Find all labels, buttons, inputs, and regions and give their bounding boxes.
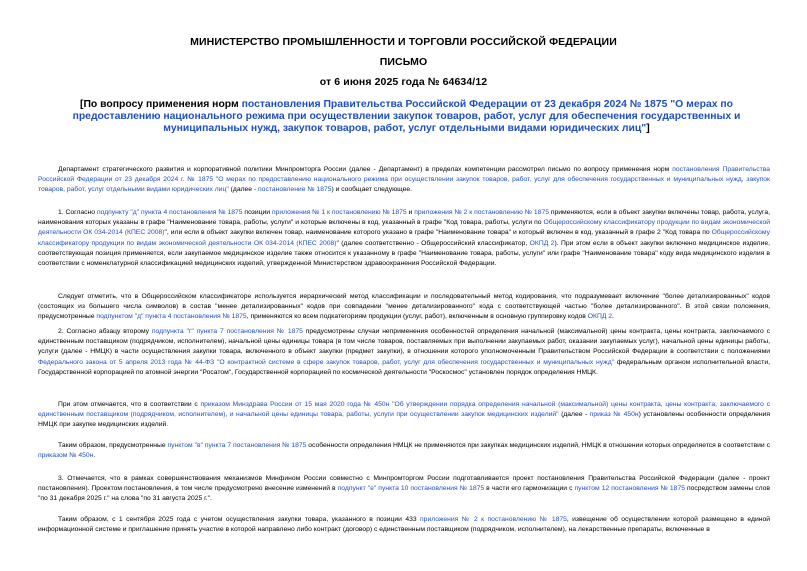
paragraph-text: 1. Согласно (58, 209, 97, 216)
document-link[interactable]: ОКПД 2 (587, 313, 613, 321)
paragraph-text: . (93, 452, 96, 460)
document-link[interactable]: приложения № 1 к постановлению № 1875 (271, 209, 407, 216)
paragraph-text: При этом отмечается, что в соответствии с (58, 401, 201, 408)
paragraph-text: (далее - (558, 411, 590, 419)
document-link[interactable]: приказ № 450н (589, 411, 639, 419)
document-link[interactable]: Общероссийскому классификатору продукции по видам экономической деятельности ОК 034-2014 (КПЕС 2008) (38, 219, 770, 237)
paragraph-text: позиции (242, 209, 272, 216)
paragraph-intro (38, 165, 770, 196)
document-link[interactable]: подпунктом "д" пункта 4 постановления № 1875 (96, 313, 247, 321)
paragraph-text: " (далее соответственно - Общероссийский классификатор, (336, 239, 530, 247)
paragraph-text: предусмотрены случаи неприменения особенностей определения начальной (максимальной) цены контракта, цены контракта, заключаемого с единственным поставщиком (подрядчиком, исполнителем), начальной цены единицы товара (в том числе товаров, поставляемых при выполнении закупаемых работ, оказании закупаемых услуг), начальной цены единицы работы, услуги (далее - НМЦК) в части осуществления закупки товара, включенного в объект закупки (предмет закупки), в отношении которого уполномоченным Правительством Российской Федерации в соответствии с положениями (38, 328, 770, 356)
paragraph-text: в части его гармонизации с (484, 485, 575, 493)
paragraph-text: ) и сообщает следующее. (331, 186, 413, 194)
paragraph-text: 2. Согласно абзацу второму (58, 328, 152, 335)
paragraph-1 (38, 208, 770, 269)
document-type: ПИСЬМО (379, 56, 428, 68)
document-link[interactable]: Федерального закона от 5 апреля 2013 года № 44-ФЗ "О контрактной системе в сфере закупок товаров, работ, услуг для обеспечения государственных и муниципальных нужд" (38, 358, 615, 366)
paragraph-text: Таким образом, предусмотренные (58, 442, 168, 449)
title-prefix: [По вопросу применения норм (79, 99, 242, 110)
paragraph-text: . (612, 313, 614, 321)
document-date-number: от 6 июня 2025 года № 64634/12 (319, 76, 488, 88)
paragraph-text: посредством замены слов "по 31 декабря 2025 г." на слова "по 31 августа 2025 г.". (38, 485, 770, 503)
paragraph-text: Следует отметить, что в Общероссийском классификаторе используется иерархический метод классификации и последовательный метод кодирования, что подразумевает включение "более детализированных" кодов (состоящих из большего числа символов) в состав "менее детализированных" кодов при совпадении "менее детализированного" кода с соответствующей частью "более детализированного". В этой связи положения, предусмотренные (38, 293, 770, 321)
paragraph-text: , применяются ко всем подкатегориям продукции (услуг, работ), включенным в основную группировку кодов (246, 313, 588, 321)
document-link[interactable]: постановление № 1875 (258, 186, 332, 194)
ministry-heading: МИНИСТЕРСТВО ПРОМЫШЛЕННОСТИ И ТОРГОВЛИ РОССИЙСКОЙ ФЕДЕРАЦИИ (190, 36, 617, 48)
document-link[interactable]: приложения № 2 к постановлению № 1875 (420, 516, 567, 523)
paragraph-3-conclusion (38, 515, 770, 535)
document-link[interactable]: приказом № 450н (38, 452, 94, 460)
paragraph-text: применяются, если в объект закупки включены товар, работа, услуга, наименования которых указаны в графе "Наименование товара, работы, услуги" и которые включены в код, указанный в графе "Код товара, работы, услуги по (38, 209, 770, 227)
paragraph-text: ). При этом если в объект закупки включено медицинское изделие, соответствующая позиция применяется, если закупаемое медицинское изделие также относится к указанному в графе "Наименование товара, работы, услуги" или графе "Наименование товара" коду вида медицинского изделия в соответствии с номенклатурной классификацией медицинских изделий, утвержденной Министерством здравоохранения Российской Федерации. (38, 239, 771, 268)
document-link[interactable]: постановления Правительства Российской Федерации от 23 декабря 2024 г. № 1875 "О мерах по предоставлению национального режима при осуществлении закупок товаров, работ, услуг для обеспечения государственных и муниципальных нужд, закупок товаров, работ, услуг отдельными видами юридических лиц" (38, 166, 770, 194)
document-link[interactable]: подпункту "д" пункта 4 постановления № 1875 (96, 209, 243, 216)
paragraph-3 (38, 474, 770, 505)
paragraph-text: ", или если в объект закупки включен товар, наименование которого указано в графе "Наименование товара" и который включен в код, указанный в графе 2 "Код товара по (164, 229, 712, 237)
paragraph-1-note (38, 292, 770, 323)
title-decree-link[interactable]: постановления Правительства Российской Федерации от 23 декабря 2024 № 1875 "О мерах по предоставлению национального режима при осуществлении закупок товаров, работ, услуг для обеспечения государственных и муниципальных нужд, закупок товаров, работ, услуг отдельными видами юридических лиц" (72, 99, 741, 134)
paragraph-text: Таким образом, с 1 сентября 2025 года с учетом осуществления закупки товара, указанного в позиции 433 (58, 516, 421, 523)
paragraph-2 (38, 327, 770, 378)
document-link[interactable]: приказом Минздрава России от 15 мая 2020 года № 450н "Об утверждении порядка определения начальной (максимальной) цены контракта, цены контракта, заключаемого с единственным поставщиком (подрядчиком, исполнителем), и начальной цены единицы товара, работы, услуги при осуществлении закупок медицинских изделий" (38, 401, 770, 419)
document-link[interactable]: приложения № 2 к постановлению № 1875 (414, 209, 549, 216)
document-link[interactable]: подпункта "г" пункта 7 постановления № 1875 (151, 328, 303, 335)
paragraph-text: федеральным органом исполнительной власти, Государственной корпорацией по атомной энергии "Росатом", Государственной корпорацией по космической деятельности "Роскосмос" установлен порядок определения НМЦК. (38, 358, 770, 376)
document-link[interactable]: подпункт "е" пункта 10 постановления № 1875 (337, 485, 485, 493)
document-title (38, 99, 775, 135)
title-suffix: ] (646, 123, 650, 134)
document-link[interactable]: Общероссийскому классификатору продукции по видам экономической деятельности ОК 034-2014 (КПЕС 2008) (38, 229, 771, 247)
document-link[interactable]: пунктом 12 постановления № 1875 (574, 485, 685, 493)
document-link[interactable]: пунктом "в" пункта 7 постановления № 1875 (167, 442, 307, 449)
paragraph-2-conclusion (38, 441, 770, 461)
paragraph-text: Департамент стратегического развития и корпоративной политики Минпромторга России (далее - Департамент) в пределах компетенции рассмотрел письмо по вопросу применения норм (58, 166, 673, 173)
paragraph-text: и (406, 209, 415, 216)
paragraph-text: , извещение об осуществлении которой размещено в единой информационной системе и приглашение принять участие в которой направлено либо контракт (договор) с единственным поставщиком (подрядчиком, исполнителем), на лекарственные препараты, включенные в (38, 516, 770, 534)
paragraph-2-note (38, 400, 770, 431)
document-link[interactable]: ОКПД 2 (529, 239, 555, 247)
paragraph-text: особенности определения НМЦК не применяются при закупках медицинских изделий, НМЦК в отношении которых определяется в соответствии с (306, 442, 770, 449)
paragraph-text: 3. Отмечается, что в рамках совершенствования механизмов Минфином России совместно с Минпромторгом России подготавливается проект постановления Правительства Российской Федерации (далее - проект постановления). Проектом постановления, в том числе предусмотрено внесение изменений в (38, 475, 770, 493)
paragraph-text: (далее - (228, 186, 259, 194)
paragraph-text: ) установлены особенности определения НМЦК при закупке медицинских изделий. (38, 411, 770, 429)
